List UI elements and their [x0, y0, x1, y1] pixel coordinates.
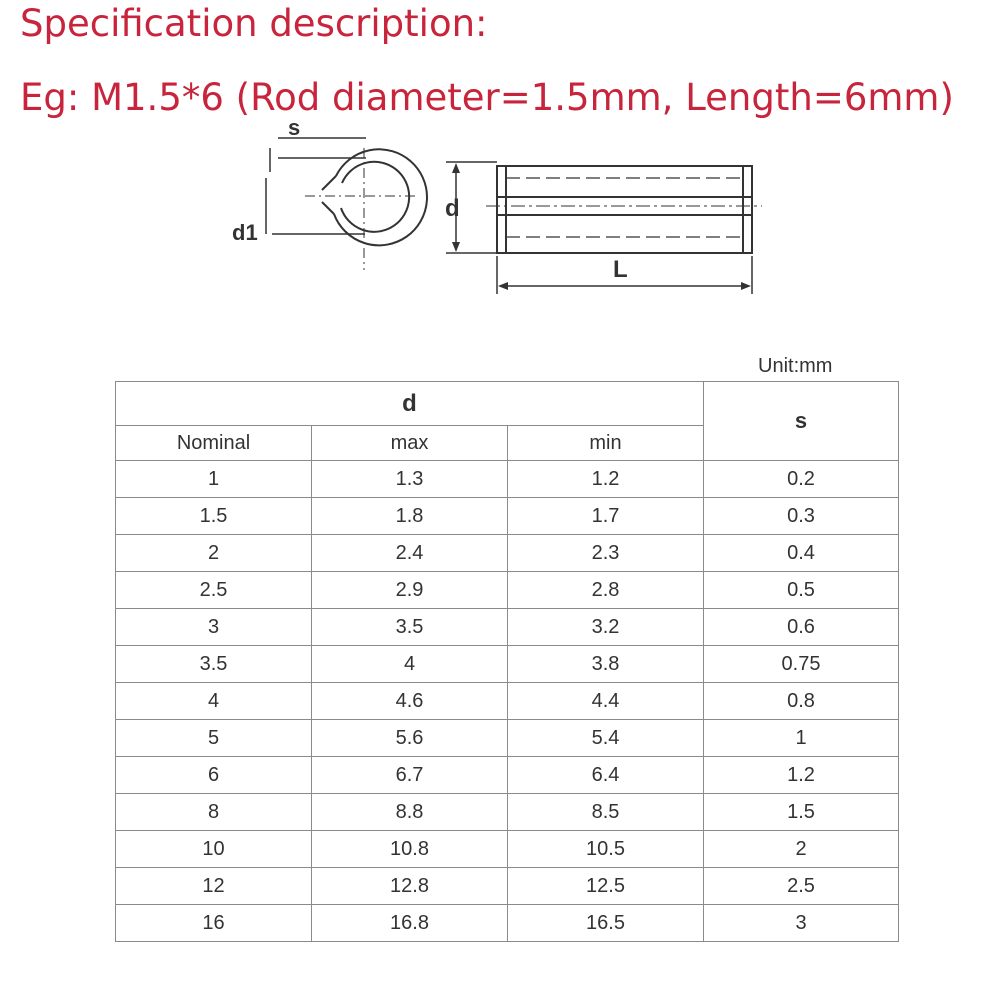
- cell-min: 10.5: [508, 831, 704, 868]
- s-header: s: [704, 382, 899, 461]
- cell-s: 2.5: [704, 868, 899, 905]
- side-view-drawing: [446, 162, 762, 294]
- table-row: [116, 757, 899, 794]
- cell-max: 8.8: [312, 794, 508, 831]
- column-header-max: max: [312, 426, 508, 461]
- cell-min: 2.3: [508, 535, 704, 572]
- cell-s: 0.6: [704, 609, 899, 646]
- cell-max: 16.8: [312, 905, 508, 942]
- cell-max: 4: [312, 646, 508, 683]
- cell-nominal: 3.5: [116, 646, 312, 683]
- label-s: s: [288, 115, 301, 140]
- end-view-slot-bottom: [322, 202, 334, 214]
- table-row: [116, 905, 899, 942]
- cell-s: 0.3: [704, 498, 899, 535]
- cell-min: 3.2: [508, 609, 704, 646]
- cell-min: 1.7: [508, 498, 704, 535]
- cell-min: 3.8: [508, 646, 704, 683]
- spring-pin-drawing: [0, 0, 1000, 330]
- cell-max: 5.6: [312, 720, 508, 757]
- table-row: [116, 535, 899, 572]
- cell-nominal: 1.5: [116, 498, 312, 535]
- cell-s: 0.8: [704, 683, 899, 720]
- cell-max: 10.8: [312, 831, 508, 868]
- label-L: L: [613, 256, 628, 283]
- spec-table: [115, 381, 899, 942]
- table-row: [116, 461, 899, 498]
- cell-nominal: 3: [116, 609, 312, 646]
- cell-min: 16.5: [508, 905, 704, 942]
- d-group-header: d: [116, 382, 704, 426]
- cell-min: 12.5: [508, 868, 704, 905]
- label-d1: d1: [232, 220, 258, 245]
- column-header-nominal: Nominal: [116, 426, 312, 461]
- cell-min: 1.2: [508, 461, 704, 498]
- cell-s: 2: [704, 831, 899, 868]
- cell-max: 6.7: [312, 757, 508, 794]
- cell-min: 5.4: [508, 720, 704, 757]
- cell-max: 1.3: [312, 461, 508, 498]
- cell-nominal: 4: [116, 683, 312, 720]
- cell-s: 1: [704, 720, 899, 757]
- cell-max: 2.9: [312, 572, 508, 609]
- cell-nominal: 6: [116, 757, 312, 794]
- cell-nominal: 5: [116, 720, 312, 757]
- end-view-inner-ring: [341, 162, 409, 232]
- table-row: [116, 720, 899, 757]
- cell-s: 0.2: [704, 461, 899, 498]
- table-row: [116, 646, 899, 683]
- cell-min: 4.4: [508, 683, 704, 720]
- cell-s: 1.5: [704, 794, 899, 831]
- cell-min: 6.4: [508, 757, 704, 794]
- end-view-drawing: [266, 138, 427, 270]
- cell-s: 0.75: [704, 646, 899, 683]
- cell-s: 0.5: [704, 572, 899, 609]
- cell-nominal: 2.5: [116, 572, 312, 609]
- cell-min: 8.5: [508, 794, 704, 831]
- table-row: [116, 794, 899, 831]
- cell-nominal: 16: [116, 905, 312, 942]
- cell-s: 3: [704, 905, 899, 942]
- spec-title: Specification description:: [20, 2, 488, 45]
- cell-min: 2.8: [508, 572, 704, 609]
- cell-max: 3.5: [312, 609, 508, 646]
- unit-label: Unit:mm: [758, 355, 833, 377]
- end-view-slot-top: [322, 176, 336, 190]
- cell-nominal: 1: [116, 461, 312, 498]
- spec-example: Eg: M1.5*6 (Rod diameter=1.5mm, Length=6mm): [20, 76, 954, 119]
- spec-table-body: [116, 461, 899, 942]
- cell-max: 1.8: [312, 498, 508, 535]
- table-row: [116, 572, 899, 609]
- cell-max: 4.6: [312, 683, 508, 720]
- cell-nominal: 8: [116, 794, 312, 831]
- table-row: [116, 868, 899, 905]
- cell-s: 0.4: [704, 535, 899, 572]
- cell-max: 12.8: [312, 868, 508, 905]
- table-row: [116, 683, 899, 720]
- table-row: [116, 498, 899, 535]
- cell-nominal: 10: [116, 831, 312, 868]
- column-header-min: min: [508, 426, 704, 461]
- cell-max: 2.4: [312, 535, 508, 572]
- cell-s: 1.2: [704, 757, 899, 794]
- table-row: [116, 609, 899, 646]
- label-d: d: [445, 195, 460, 222]
- cell-nominal: 12: [116, 868, 312, 905]
- cell-nominal: 2: [116, 535, 312, 572]
- table-row: [116, 831, 899, 868]
